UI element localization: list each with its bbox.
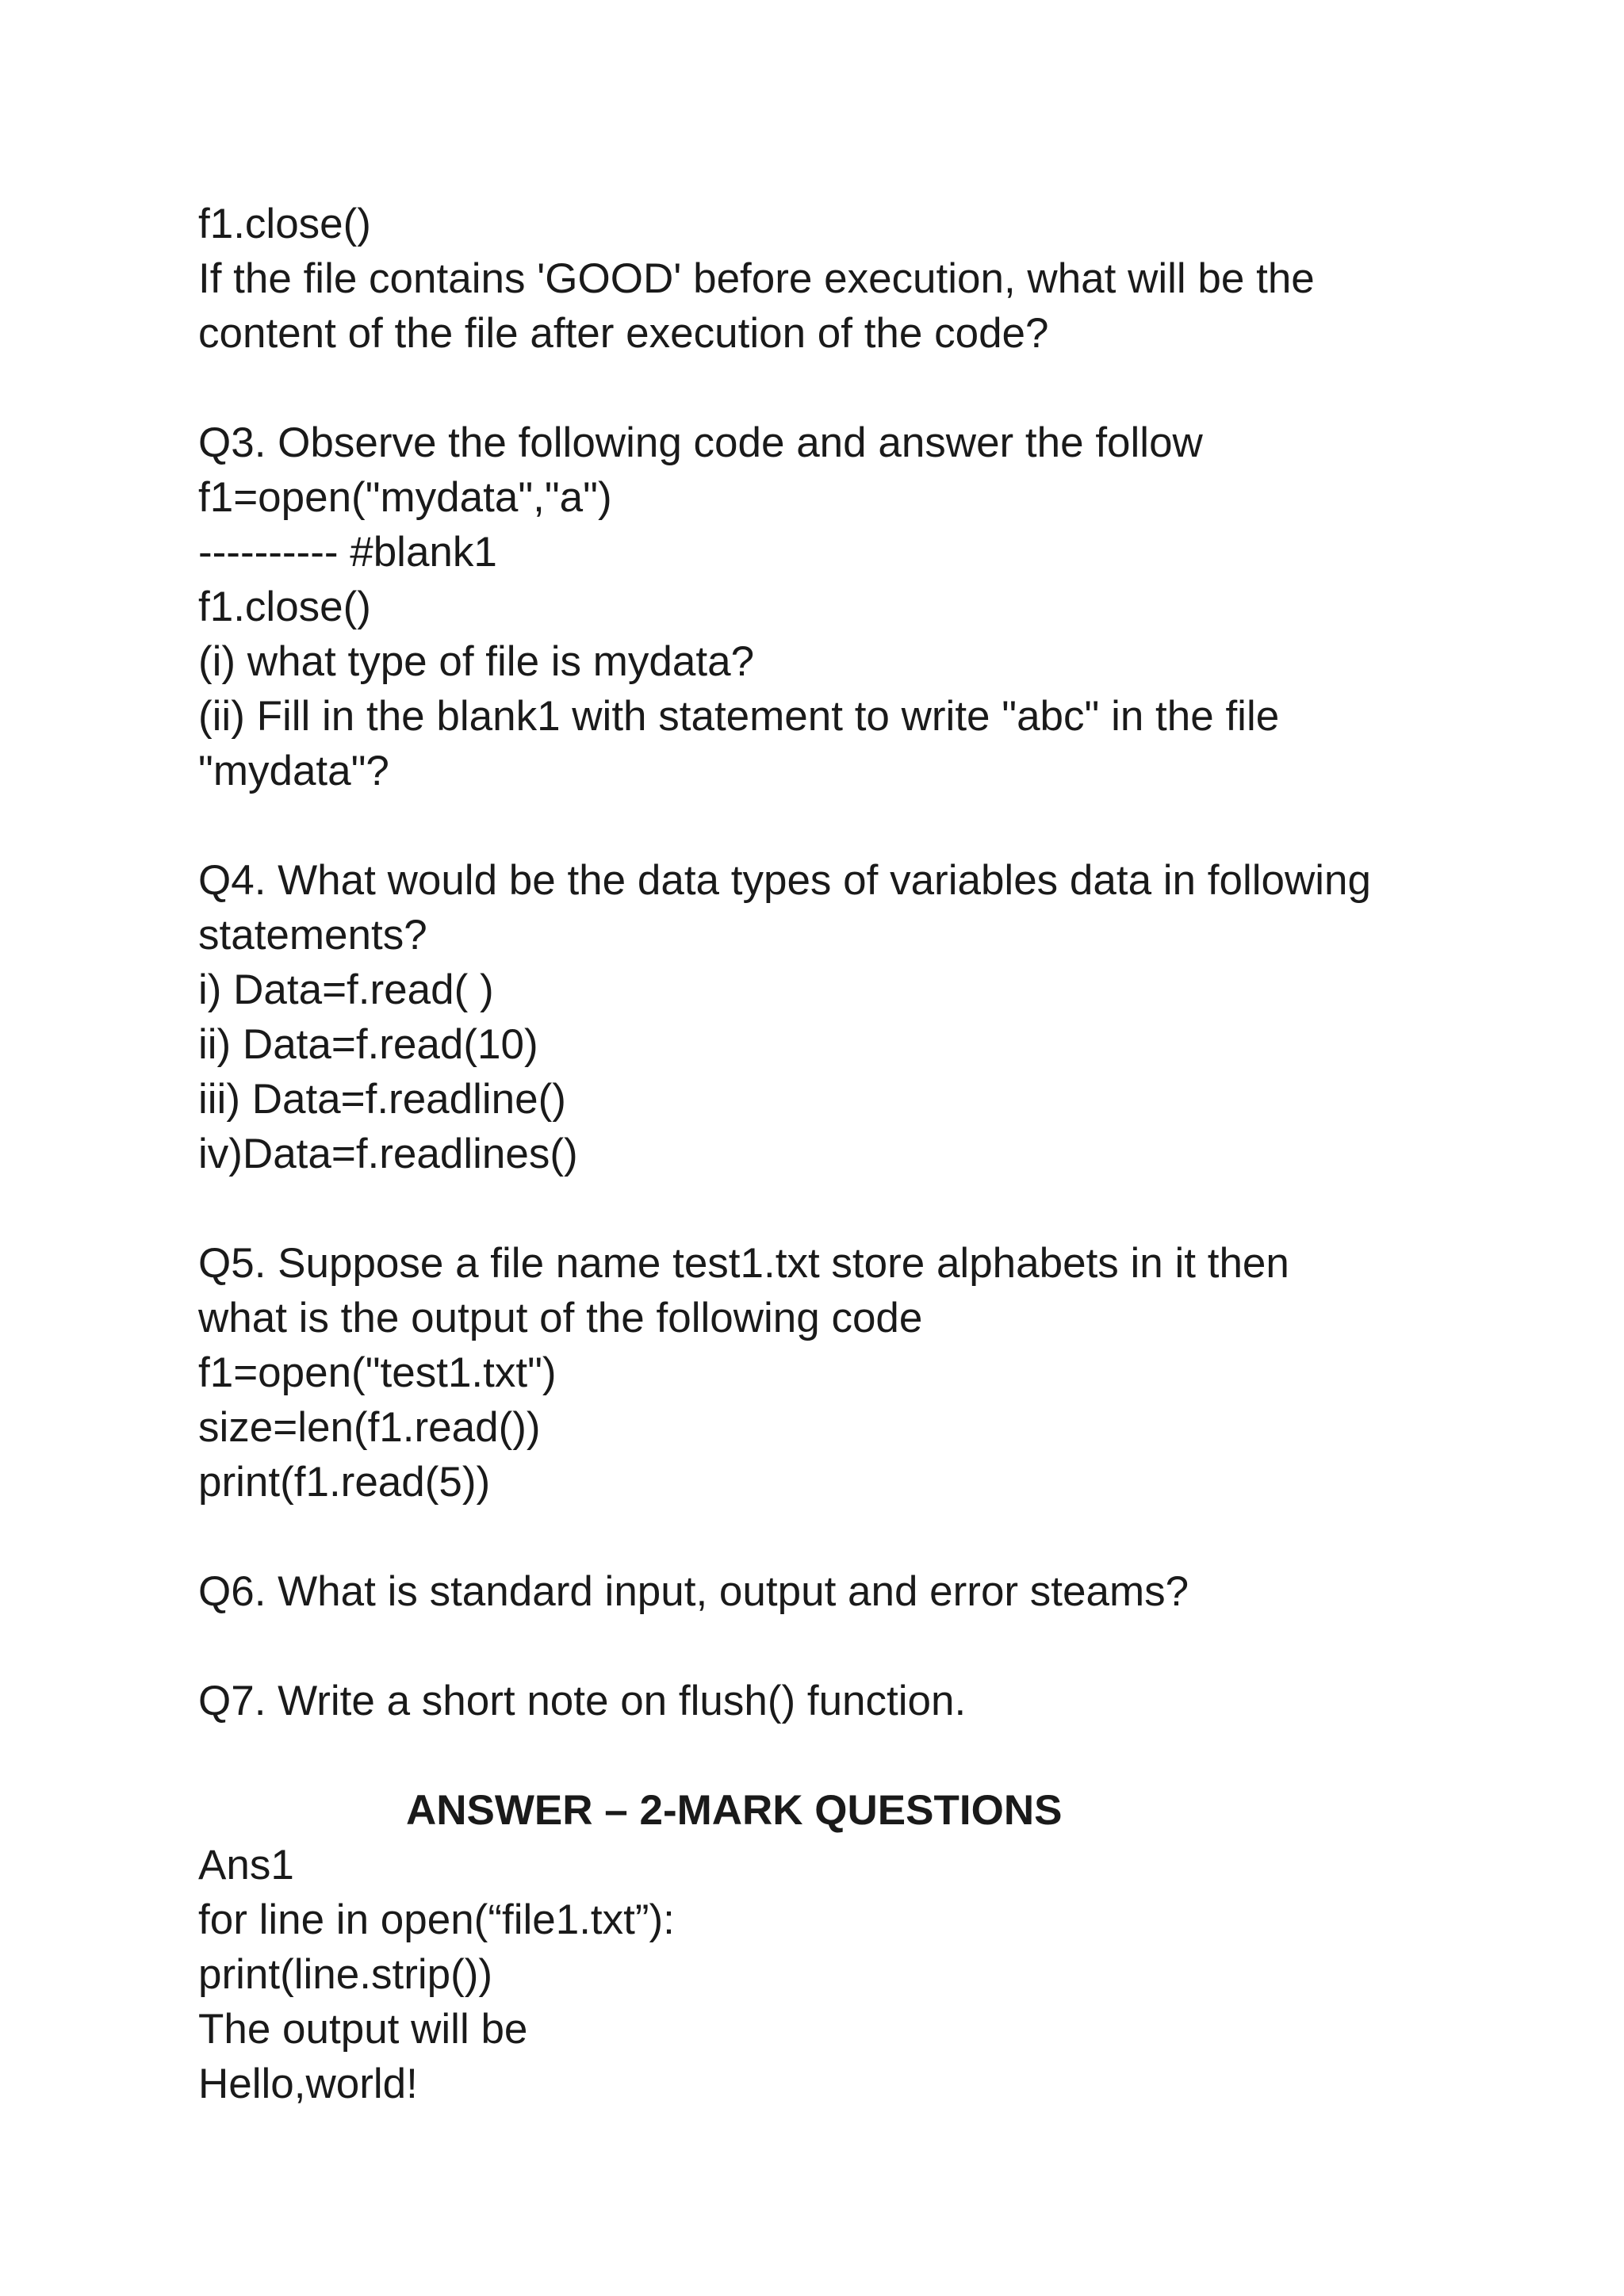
list-item: ii) Data=f.read(10) — [198, 1021, 538, 1068]
question-text: statements? — [198, 912, 427, 959]
spacer — [198, 1619, 1507, 1674]
code-line: f1.close() — [198, 201, 371, 247]
code-line: f1.close() — [198, 584, 371, 630]
question-6 — [198, 1564, 1507, 1619]
answer-section — [198, 1783, 1507, 2111]
code-line: f1=open("test1.txt") — [198, 1349, 557, 1396]
question-7 — [198, 1674, 1507, 1728]
question-5 — [198, 1236, 1507, 1510]
answer-text: Hello,world! — [198, 2061, 418, 2107]
question-text: If the file contains 'GOOD' before execution, what will be the — [198, 255, 1315, 302]
code-line: print(line.strip()) — [198, 1951, 493, 1998]
code-line: print(f1.read(5)) — [198, 1459, 491, 1506]
question-3 — [198, 415, 1507, 798]
question-text: what is the output of the following code — [198, 1295, 923, 1341]
question-4 — [198, 853, 1507, 1181]
question-title: Q7. Write a short note on flush() function. — [198, 1678, 967, 1724]
document-content — [198, 197, 1507, 2111]
question-2-continuation — [198, 197, 1507, 361]
code-line: ---------- #blank1 — [198, 529, 497, 576]
answer-label: Ans1 — [198, 1842, 294, 1888]
question-title: Q5. Suppose a file name test1.txt store alphabets in it then — [198, 1240, 1289, 1287]
spacer — [198, 798, 1507, 853]
sub-question: (ii) Fill in the blank1 with statement to write "abc" in the file — [198, 693, 1280, 740]
spacer — [198, 1510, 1507, 1564]
spacer — [198, 1728, 1507, 1783]
question-title: Q3. Observe the following code and answer the follow — [198, 419, 1203, 466]
question-title: Q6. What is standard input, output and error steams? — [198, 1568, 1189, 1615]
list-item: iii) Data=f.readline() — [198, 1076, 566, 1123]
sub-question: "mydata"? — [198, 748, 389, 794]
list-item: i) Data=f.read( ) — [198, 966, 494, 1013]
spacer — [198, 361, 1507, 415]
question-title: Q4. What would be the data types of variables data in following — [198, 857, 1371, 904]
code-line: f1=open("mydata","a") — [198, 474, 612, 521]
answer-text: The output will be — [198, 2006, 528, 2053]
code-line: size=len(f1.read()) — [198, 1404, 541, 1451]
sub-question: (i) what type of file is mydata? — [198, 638, 755, 685]
list-item: iv)Data=f.readlines() — [198, 1131, 578, 1177]
question-text: content of the file after execution of the code? — [198, 310, 1049, 357]
spacer — [198, 1181, 1507, 1236]
section-heading: ANSWER – 2-MARK QUESTIONS — [406, 1787, 1063, 1834]
code-line: for line in open(“file1.txt”): — [198, 1896, 675, 1943]
